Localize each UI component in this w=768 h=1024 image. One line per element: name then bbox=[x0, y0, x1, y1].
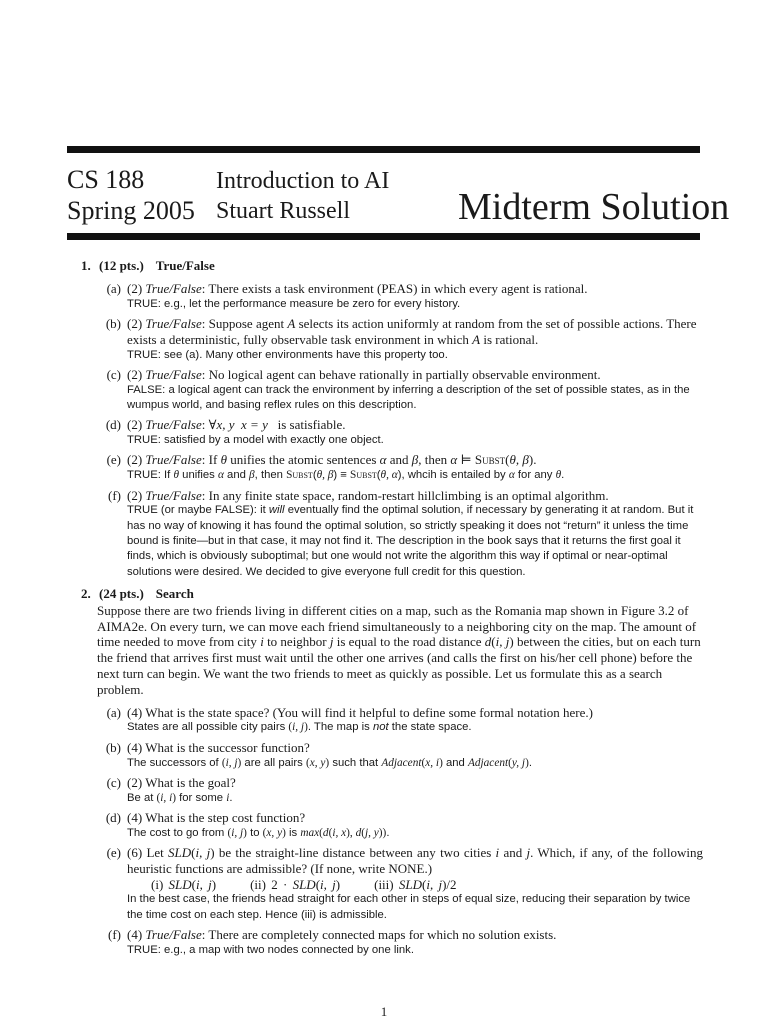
q2-part-b bbox=[81, 740, 703, 771]
header-top-rule bbox=[67, 146, 700, 153]
question-text: (2) True/False: ∀x, y x = y is satisfiable. bbox=[127, 417, 346, 433]
q2-part-c bbox=[81, 775, 703, 806]
answer-text: In the best case, the friends head straight for each other in steps of equal size, reducing their separation by twice the time cost on each step. Hence (iii) is admissible. bbox=[127, 893, 691, 921]
part-label: (b) bbox=[105, 316, 121, 332]
question-title: Search bbox=[155, 585, 194, 601]
q1-part-b bbox=[81, 316, 703, 363]
question-text: (2) True/False: If θ unifies the atomic sentences α and β, then α ⊨ Subst(θ, β). bbox=[127, 452, 537, 468]
answer-text: The cost to go from (i, j) to (x, y) is max(d(i, x), d(j, y)). bbox=[127, 826, 390, 839]
question-text: (2) True/False: Suppose agent A selects its action uniformly at random from the set of possible actions. There exists a deterministic, fully observable task environment in which A is rational. bbox=[127, 316, 697, 347]
question-title: True/False bbox=[155, 258, 215, 273]
answer-text: TRUE: see (a). Many other environments have this property too. bbox=[127, 348, 448, 361]
question-points: (12 pts.) bbox=[99, 258, 144, 273]
part-label: (e) bbox=[106, 452, 121, 468]
answer-text: TRUE: e.g., let the performance measure be zero for every history. bbox=[127, 297, 461, 310]
doc-title: Midterm Solution bbox=[458, 186, 730, 228]
question-text: (6) Let SLD(i, j) be the straight-line distance between any two cities i and j. Which, if any, of the following heuristic functions are admissible? (If none, write NONE.) bbox=[127, 845, 703, 876]
course-term: Spring 2005 bbox=[67, 196, 195, 225]
question-text: (2) True/False: No logical agent can behave rationally in partially observable environment. bbox=[127, 366, 601, 382]
q1-part-c bbox=[81, 367, 703, 413]
part-label: (f) bbox=[108, 487, 121, 503]
question-text: (4) What is the successor function? bbox=[127, 739, 310, 755]
q1-part-e bbox=[81, 452, 703, 483]
question-2-intro: Suppose there are two friends living in different cities on a map, such as the Romania map shown in Figure 3.2 of AIMA2e. On every turn, we can move each friend simultaneously to a neighboring city on the map. The amount of time needed to move from city i to neighbor j is equal to the road distance d(i, j) between the cities, but on each turn the friend that arrives first must wait until the other one arrives (and calls the first on his/her cell phone) before the next turn can begin. We want the two friends to meet as quickly as possible. Let us formulate this as a search problem. bbox=[97, 602, 701, 697]
part-label: (c) bbox=[106, 366, 121, 382]
course-code: CS 188 bbox=[67, 165, 145, 194]
answer-text: TRUE: satisfied by a model with exactly one object. bbox=[127, 434, 384, 447]
answer-text: States are all possible city pairs (i, j). The map is not the state space. bbox=[127, 721, 472, 734]
answer-text: Be at (i, i) for some i. bbox=[127, 791, 233, 804]
answer-text: TRUE: e.g., a map with two nodes connected by one link. bbox=[127, 943, 414, 956]
q2-part-d bbox=[81, 810, 703, 841]
q1-part-f bbox=[81, 488, 703, 580]
question-text: (2) True/False: There exists a task environment (PEAS) in which every agent is rational. bbox=[127, 281, 588, 296]
answer-text: TRUE: If θ unifies α and β, then Subst(θ, β) ≡ Subst(θ, α), whcih is entailed by α for any θ. bbox=[127, 469, 565, 482]
q2-part-a bbox=[81, 705, 703, 736]
part-label: (e) bbox=[106, 845, 121, 860]
instructor: Stuart Russell bbox=[216, 198, 351, 224]
page-number: 1 bbox=[380, 1004, 388, 1019]
q2-part-e bbox=[81, 845, 703, 923]
question-1-heading bbox=[81, 258, 703, 274]
part-label: (b) bbox=[105, 739, 121, 755]
part-label: (a) bbox=[106, 281, 121, 296]
heuristic-options: (i) SLD(i, j) (ii) 2 · SLD(i, j) (iii) SLD(i, j)/2 bbox=[151, 876, 457, 892]
answer-text: FALSE: a logical agent can track the environment by inferring a description of the set of possible states, as in the wumpus world, and basing reflex rules on this description. bbox=[127, 383, 690, 412]
part-label: (c) bbox=[106, 774, 121, 790]
question-2-heading bbox=[81, 586, 703, 602]
header-bottom-rule bbox=[67, 233, 700, 240]
part-label: (f) bbox=[108, 926, 121, 942]
part-label: (d) bbox=[105, 809, 121, 825]
answer-text: The successors of (i, j) are all pairs (x, y) such that Adjacent(x, i) and Adjacent(y, j). bbox=[127, 756, 532, 769]
question-text: (2) What is the goal? bbox=[127, 774, 236, 790]
question-points: (24 pts.) bbox=[99, 585, 144, 601]
question-number: 1. bbox=[81, 258, 91, 273]
question-1-items bbox=[81, 281, 703, 580]
q2-part-f bbox=[81, 927, 703, 958]
question-2-items bbox=[81, 705, 703, 958]
q1-part-d bbox=[81, 417, 703, 448]
q1-part-a bbox=[81, 281, 703, 312]
course-title: Introduction to AI bbox=[216, 168, 390, 194]
part-label: (d) bbox=[105, 417, 121, 433]
question-text: (4) What is the state space? (You will find it helpful to define some formal notation here.) bbox=[127, 704, 593, 720]
answer-text: TRUE (or maybe FALSE): it will eventually find the optimal solution, if necessary by generating it at random. But it has no way of knowing it has found the optimal solution, so strictly speaking it does not “return” it unless the time bound is finite—but in that case, it may not find it. The description in the book says that it returns the first goal it finds, which is obviously suboptimal; but one would not write the algorithm this way if optimal or near-optimal solutions were desired. We decided to give everyone full credit for this question. bbox=[127, 504, 694, 578]
part-label: (a) bbox=[106, 704, 121, 720]
question-text: (2) True/False: In any finite state space, random-restart hillclimbing is an optimal algorithm. bbox=[127, 487, 609, 503]
question-text: (4) True/False: There are completely connected maps for which no solution exists. bbox=[127, 926, 557, 942]
exam-content bbox=[81, 258, 703, 962]
question-text: (4) What is the step cost function? bbox=[127, 809, 306, 825]
question-number: 2. bbox=[81, 585, 91, 601]
